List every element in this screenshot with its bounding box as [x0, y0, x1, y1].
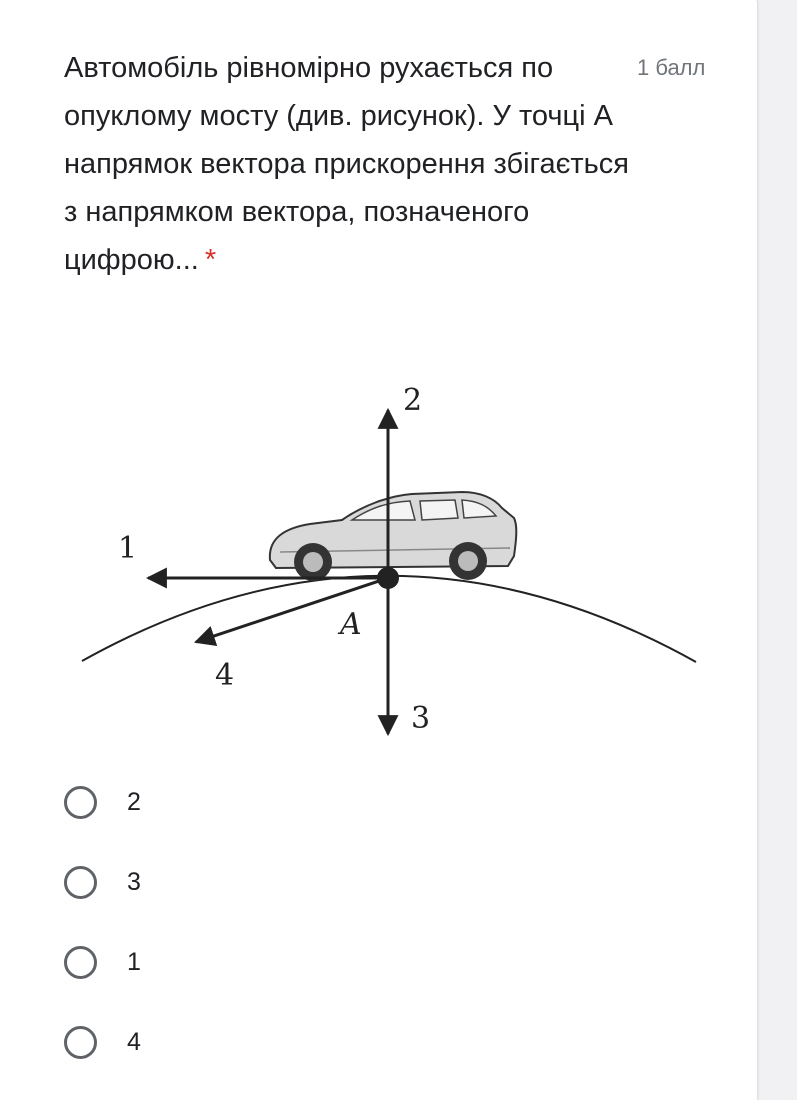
option-label: 4 — [127, 1027, 141, 1056]
vector-label-1: 1 — [118, 531, 138, 566]
radio-button[interactable] — [64, 866, 97, 899]
option-label: 2 — [127, 787, 141, 816]
question-title — [64, 44, 634, 284]
bridge-diagram — [70, 370, 710, 750]
car-icon — [270, 492, 516, 581]
answer-options — [64, 762, 664, 1082]
point-label-a: A — [340, 607, 362, 642]
question-text: Автомобіль рівномірно рухається по опуклому мосту (див. рисунок). У точці А напрямок вектора прискорення збігається з напрямком вектора, позначеного цифрою... — [64, 52, 629, 276]
question-figure — [70, 370, 710, 750]
option-label: 3 — [127, 867, 141, 896]
radio-button[interactable] — [64, 946, 97, 979]
required-asterisk: * — [204, 244, 217, 276]
vector-label-2: 2 — [403, 383, 423, 418]
option-3[interactable] — [64, 842, 664, 922]
option-4[interactable] — [64, 1002, 664, 1082]
vector-label-3: 3 — [411, 701, 431, 736]
option-1[interactable] — [64, 922, 664, 1002]
radio-button[interactable] — [64, 786, 97, 819]
point-a — [377, 567, 399, 589]
option-label: 1 — [127, 947, 141, 976]
points-badge: 1 балл — [637, 55, 706, 80]
option-2[interactable] — [64, 762, 664, 842]
radio-button[interactable] — [64, 1026, 97, 1059]
vector-label-4: 4 — [215, 658, 235, 693]
